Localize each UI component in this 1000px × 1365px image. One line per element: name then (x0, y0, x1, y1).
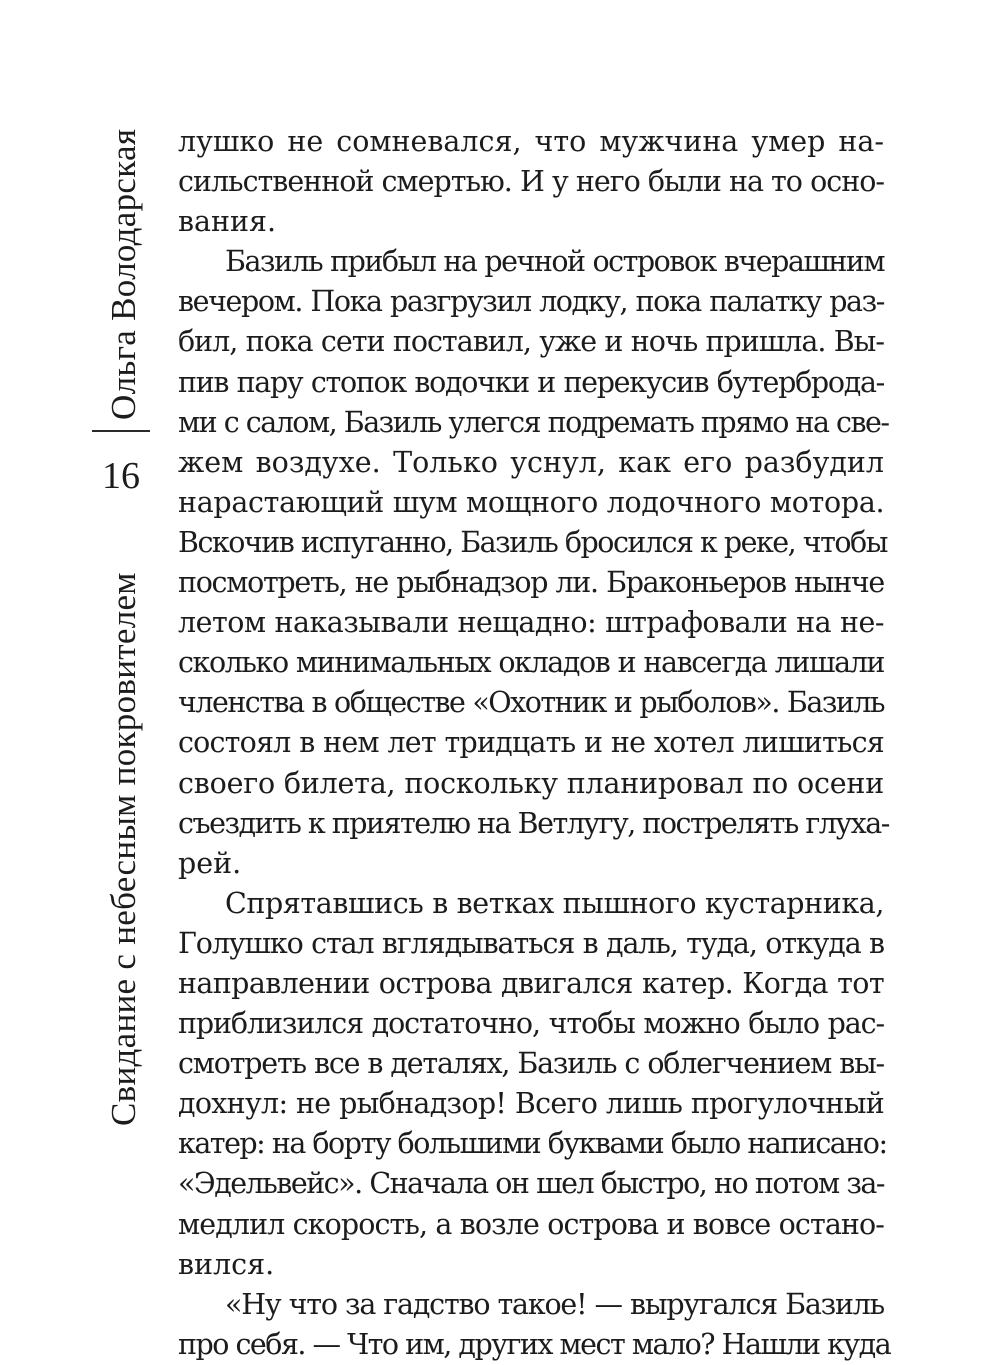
text-line: смотреть все в деталях, Базиль с облегчением вы- (178, 1047, 884, 1081)
text-line: Спрятавшись в ветках пышного кустарника, (225, 886, 884, 920)
text-line: съездить к приятелю на Ветлугу, пострелять глуха- (178, 806, 889, 840)
text-line: жем воздухе. Только уснул, как его разбудил (178, 445, 884, 479)
text-line: дохнул: не рыбнадзор! Всего лишь прогулочный (178, 1087, 884, 1121)
body-text (178, 122, 891, 1365)
text-line: ми с салом, Базиль улегся подремать прямо на све- (178, 405, 889, 439)
text-line: сколько минимальных окладов и навсегда лишали (178, 646, 884, 680)
text-line: рей. (178, 846, 242, 880)
text-line: членства в обществе «Охотник и рыболов». Базиль (178, 686, 884, 720)
running-head (92, 128, 156, 1126)
text-line: посмотреть, не рыбнадзор ли. Браконьеров нынче (178, 566, 884, 600)
text-line: бил, пока сети поставил, уже и ночь пришла. Вы- (178, 325, 884, 359)
text-line: Вскочив испуганно, Базиль бросился к реке, чтобы (178, 525, 887, 559)
text-line: пив пару стопок водочки и перекусив бутерброда- (178, 365, 884, 399)
running-head-divider (92, 430, 150, 432)
running-head-author: Ольга Володарская (104, 128, 143, 420)
text-line: Базиль прибыл на речной островок вчерашним (225, 245, 884, 279)
text-line: лушко не сомневался, что мужчина умер на- (178, 125, 884, 158)
text-line: состоял в нем лет тридцать и не хотел лишиться (178, 726, 884, 760)
text-line: медлил скорость, а возле острова и вовсе остано- (178, 1207, 884, 1241)
text-line: вечером. Пока разгрузил лодку, пока палатку раз- (178, 285, 884, 319)
text-line: Голушко стал вглядываться в даль, туда, откуда в (178, 926, 884, 960)
text-line: вания. (178, 205, 277, 239)
text-line: направлении острова двигался катер. Когда тот (178, 966, 884, 1000)
text-line: «Эдельвейс». Сначала он шел быстро, но потом за- (178, 1167, 884, 1201)
running-head-book-title: Свидание с небесным покровителем (104, 572, 143, 1126)
text-line: нарастающий шум мощного лодочного мотора. (178, 485, 885, 519)
text-line: катер: на борту большими буквами было написано: (178, 1127, 887, 1161)
text-line: вился. (178, 1247, 275, 1281)
text-line: приблизился достаточно, чтобы можно было рас- (178, 1007, 884, 1041)
text-line: летом наказывали нещадно: штрафовали на не- (178, 606, 884, 640)
page-number: 16 (102, 455, 140, 497)
text-line: сильственной смертью. И у него были на то осно- (178, 165, 884, 199)
text-line: своего билета, поскольку планировал по осени (178, 766, 884, 800)
text-line: «Ну что за гадство такое! — выругался Базиль (225, 1287, 884, 1321)
text-line: про себя. — Что им, других мест мало? Нашли куда (178, 1327, 891, 1361)
